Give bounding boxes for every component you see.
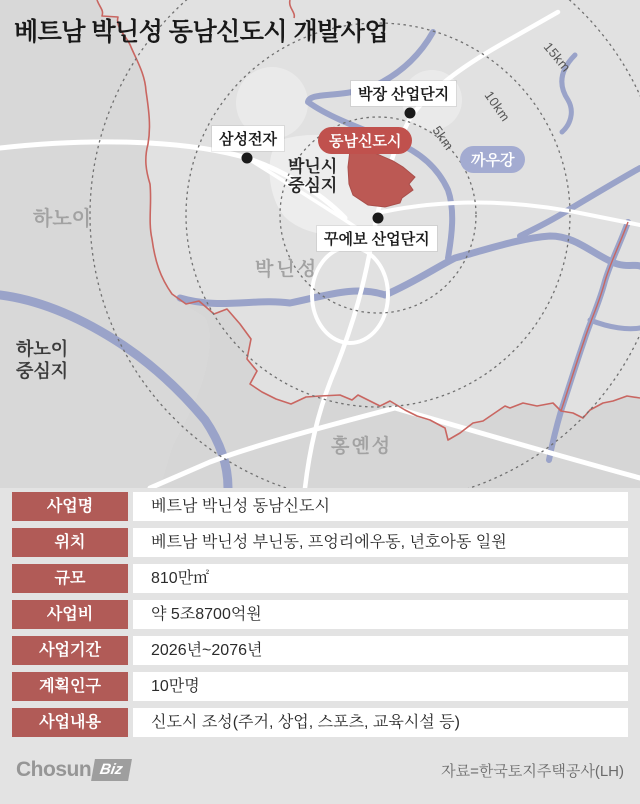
table-row [12, 600, 628, 629]
table-row [12, 528, 628, 557]
table-row [12, 708, 628, 737]
region-label-bacninh-province: 박닌성 [255, 259, 320, 280]
badge-kau-river: 까우강 [460, 146, 525, 173]
bacninh-city-line2: 중심지 [288, 176, 338, 195]
row-value: 신도시 조성(주거, 상업, 스포츠, 교육시설 등) [133, 708, 628, 737]
hanoi-center-line2: 중심지 [16, 361, 69, 381]
chosunbiz-logo [16, 758, 130, 782]
bacninh-city-line1: 박닌시 [288, 157, 338, 176]
row-value: 베트남 박닌성 부닌동, 프엉리에우동, 년호아동 일원 [133, 528, 628, 557]
row-label: 사업기간 [12, 636, 128, 665]
table-row [12, 636, 628, 665]
footer [0, 744, 640, 782]
table-row [12, 564, 628, 593]
row-label: 규모 [12, 564, 128, 593]
row-label: 사업비 [12, 600, 128, 629]
badge-dongnam-newtown: 동남신도시 [318, 127, 412, 154]
row-value: 2026년~2076년 [133, 636, 628, 665]
kuebo-dot [373, 213, 384, 224]
poi-label-bakjang-industrial: 박장 산업단지 [351, 81, 456, 106]
poi-label-kuebo-industrial: 꾸에보 산업단지 [317, 226, 437, 251]
row-value: 810만㎡ [133, 564, 628, 593]
region-label-bacninh-city-center [288, 157, 337, 195]
ring-label-5km: 5km [429, 123, 457, 154]
ring-label-15km: 15km [540, 39, 574, 75]
region-label-hanoi: 하노이 [33, 208, 91, 230]
table-row [12, 492, 628, 521]
table-row [12, 672, 628, 701]
row-value: 10만명 [133, 672, 628, 701]
logo-text-biz: Biz [91, 759, 131, 781]
hanoi-center-line1: 하노이 [16, 339, 69, 359]
bakjang-dot [405, 108, 416, 119]
poi-label-samsung: 삼성전자 [212, 126, 284, 151]
row-label: 사업명 [12, 492, 128, 521]
row-label: 계획인구 [12, 672, 128, 701]
project-info-table [0, 488, 640, 737]
logo-text-chosun: Chosun [16, 758, 92, 781]
data-source: 자료=한국토지주택공사(LH) [441, 762, 624, 780]
row-label: 위치 [12, 528, 128, 557]
region-label-hungyen-province: 홍옌성 [331, 436, 393, 457]
row-value: 베트남 박닌성 동남신도시 [133, 492, 628, 521]
row-label: 사업내용 [12, 708, 128, 737]
ring-label-10km: 10km [481, 88, 514, 125]
samsung-dot [242, 153, 253, 164]
row-value: 약 5조8700억원 [133, 600, 628, 629]
page-title: 베트남 박닌성 동남신도시 개발사업 [14, 18, 389, 46]
region-label-hanoi-center [16, 338, 68, 382]
